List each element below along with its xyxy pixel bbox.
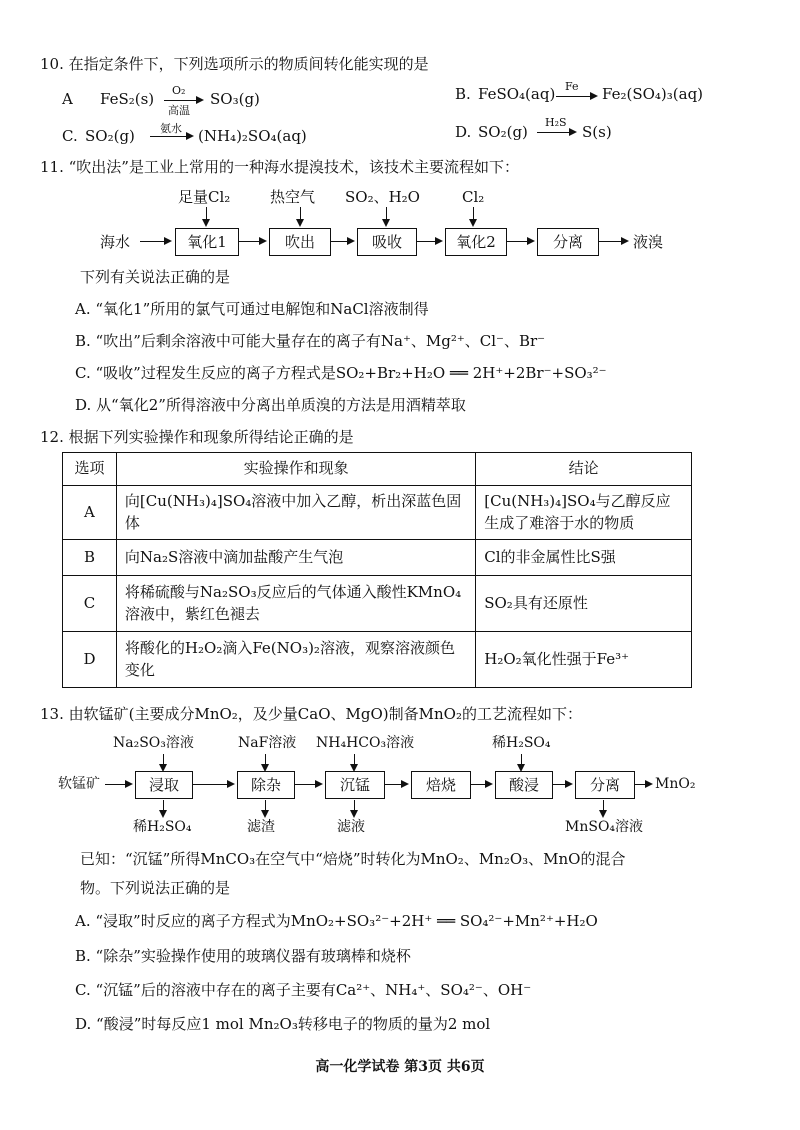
option-letter: C. — [62, 127, 78, 145]
down-arrow — [265, 754, 266, 770]
reactant: FeS₂(s) — [100, 90, 155, 108]
flow-arrow — [295, 784, 321, 785]
flow-step: 沉锰 — [325, 771, 385, 799]
flow-step: 分离 — [537, 228, 599, 256]
flow-step: 氧化2 — [445, 228, 507, 256]
output-label: 滤渣 — [247, 819, 275, 835]
flow-arrow — [385, 784, 407, 785]
reactant: SO₂(g) — [85, 127, 135, 145]
flow-arrow — [140, 241, 170, 242]
flow-step: 除杂 — [237, 771, 295, 799]
output-label: MnSO₄溶液 — [565, 819, 644, 835]
flow-step: 分离 — [575, 771, 635, 799]
flow-input: 软锰矿 — [58, 776, 100, 792]
reagent-label: Cl₂ — [462, 188, 485, 206]
flow-output: 液溴 — [633, 233, 664, 251]
product: S(s) — [582, 123, 612, 141]
down-arrow — [206, 207, 207, 225]
condition-above: Fe — [565, 80, 579, 93]
reagent-label: 热空气 — [270, 188, 316, 206]
flow-arrow — [105, 784, 131, 785]
q11-option-a[interactable]: A. “氧化1”所用的氯气可通过电解饱和NaCl溶液制得 — [75, 300, 429, 318]
row-conclusion: [Cu(NH₃)₄]SO₄与乙醇反应生成了难溶于水的物质 — [476, 486, 692, 540]
q11-option-d[interactable]: D. 从“氧化2”所得溶液中分离出单质溴的方法是用酒精萃取 — [75, 396, 466, 414]
option-letter: B. — [455, 85, 471, 103]
q13-stem: 13. 由软锰矿(主要成分MnO₂，及少量CaO、MgO)制备MnO₂的工艺流程如下： — [40, 705, 582, 723]
down-arrow — [473, 207, 474, 225]
down-arrow — [265, 800, 266, 816]
reagent-label: NaF溶液 — [238, 735, 297, 751]
flow-step: 吸收 — [357, 228, 417, 256]
product: (NH₄)₂SO₄(aq) — [198, 127, 307, 145]
row-operation: 将酸化的H₂O₂滴入Fe(NO₃)₂溶液，观察溶液颜色变化 — [116, 632, 475, 688]
row-conclusion: SO₂具有还原性 — [476, 576, 692, 632]
down-arrow — [354, 800, 355, 816]
reagent-label: Na₂SO₃溶液 — [113, 735, 194, 751]
q12-table — [62, 452, 692, 688]
condition-above: 氨水 — [160, 122, 182, 135]
flow-arrow — [417, 241, 441, 242]
row-option: B — [63, 540, 117, 576]
flow-arrow — [599, 241, 627, 242]
q13-known-line1: 已知：“沉锰”所得MnCO₃在空气中“焙烧”时转化为MnO₂、Mn₂O₃、MnO的混合 — [80, 850, 626, 868]
row-option: D — [63, 632, 117, 688]
header-option: 选项 — [63, 453, 117, 486]
output-label: 稀H₂SO₄ — [133, 819, 192, 835]
row-conclusion: H₂O₂氧化性强于Fe³⁺ — [476, 632, 692, 688]
product: Fe₂(SO₄)₃(aq) — [602, 85, 704, 103]
q12-stem: 12. 根据下列实验操作和现象所得结论正确的是 — [40, 428, 354, 446]
reaction-arrow — [556, 96, 596, 97]
flow-step: 浸取 — [135, 771, 193, 799]
flow-arrow — [193, 784, 233, 785]
flow-step: 氧化1 — [175, 228, 239, 256]
output-label: 滤液 — [337, 819, 365, 835]
page-footer: 高一化学试卷 第3页 共6页 — [315, 1059, 485, 1075]
q13-option-b[interactable]: B. “除杂”实验操作使用的玻璃仪器有玻璃棒和烧杯 — [75, 947, 411, 965]
row-operation: 向Na₂S溶液中滴加盐酸产生气泡 — [116, 540, 475, 576]
flow-arrow — [635, 784, 651, 785]
header-operation: 实验操作和现象 — [116, 453, 475, 486]
row-option: C — [63, 576, 117, 632]
reagent-label: 稀H₂SO₄ — [492, 735, 551, 751]
row-operation: 将稀硫酸与Na₂SO₃反应后的气体通入酸性KMnO₄溶液中，紫红色褪去 — [116, 576, 475, 632]
q11-option-b[interactable]: B. “吹出”后剩余溶液中可能大量存在的离子有Na⁺、Mg²⁺、Cl⁻、Br⁻ — [75, 332, 546, 350]
reagent-label: 足量Cl₂ — [178, 188, 231, 206]
q13-known-line2: 物。下列说法正确的是 — [80, 879, 231, 897]
reagent-label: SO₂、H₂O — [345, 188, 420, 206]
q11-option-c[interactable]: C. “吸收”过程发生反应的离子方程式是SO₂+Br₂+H₂O ══ 2H⁺+2Br⁻+SO₃²⁻ — [75, 364, 607, 382]
flow-arrow — [239, 241, 265, 242]
reactant: FeSO₄(aq) — [478, 85, 556, 103]
down-arrow — [163, 754, 164, 770]
table-row[interactable] — [63, 540, 692, 576]
q13-option-d[interactable]: D. “酸浸”时每反应1 mol Mn₂O₃转移电子的物质的量为2 mol — [75, 1015, 491, 1033]
flow-arrow — [507, 241, 533, 242]
reaction-arrow — [150, 136, 192, 137]
table-row[interactable] — [63, 632, 692, 688]
flow-output: MnO₂ — [655, 776, 696, 792]
flow-arrow — [471, 784, 491, 785]
product: SO₃(g) — [210, 90, 260, 108]
condition-above: O₂ — [172, 84, 186, 97]
header-conclusion: 结论 — [476, 453, 692, 486]
flow-step: 酸浸 — [495, 771, 553, 799]
reaction-arrow — [164, 100, 202, 101]
q13-option-c[interactable]: C. “沉锰”后的溶液中存在的离子主要有Ca²⁺、NH₄⁺、SO₄²⁻、OH⁻ — [75, 981, 532, 999]
down-arrow — [300, 207, 301, 225]
flow-step: 焙烧 — [411, 771, 471, 799]
condition-below: 高温 — [168, 104, 190, 117]
option-letter: D. — [455, 123, 472, 141]
option-letter: A — [62, 90, 73, 108]
flow-step: 吹出 — [269, 228, 331, 256]
q11-prompt: 下列有关说法正确的是 — [80, 268, 231, 286]
down-arrow — [354, 754, 355, 770]
row-conclusion: Cl的非金属性比S强 — [476, 540, 692, 576]
q11-stem: 11. “吹出法”是工业上常用的一种海水提溴技术，该技术主要流程如下： — [40, 158, 519, 176]
q13-option-a[interactable]: A. “浸取”时反应的离子方程式为MnO₂+SO₃²⁻+2H⁺ ══ SO₄²⁻+Mn²⁺+H₂O — [75, 912, 598, 930]
table-header-row — [63, 453, 692, 486]
down-arrow — [603, 800, 604, 816]
table-row[interactable] — [63, 486, 692, 540]
down-arrow — [163, 800, 164, 816]
q10-stem: 10. 在指定条件下，下列选项所示的物质间转化能实现的是 — [40, 55, 429, 73]
row-operation: 向[Cu(NH₃)₄]SO₄溶液中加入乙醇，析出深蓝色固体 — [116, 486, 475, 540]
down-arrow — [386, 207, 387, 225]
flow-input: 海水 — [100, 233, 131, 251]
flow-arrow — [553, 784, 571, 785]
reagent-label: NH₄HCO₃溶液 — [316, 735, 415, 751]
reaction-arrow — [537, 132, 575, 133]
row-option: A — [63, 486, 117, 540]
reactant: SO₂(g) — [478, 123, 528, 141]
down-arrow — [521, 754, 522, 770]
condition-above: H₂S — [545, 116, 567, 129]
flow-arrow — [331, 241, 353, 242]
table-row[interactable] — [63, 576, 692, 632]
